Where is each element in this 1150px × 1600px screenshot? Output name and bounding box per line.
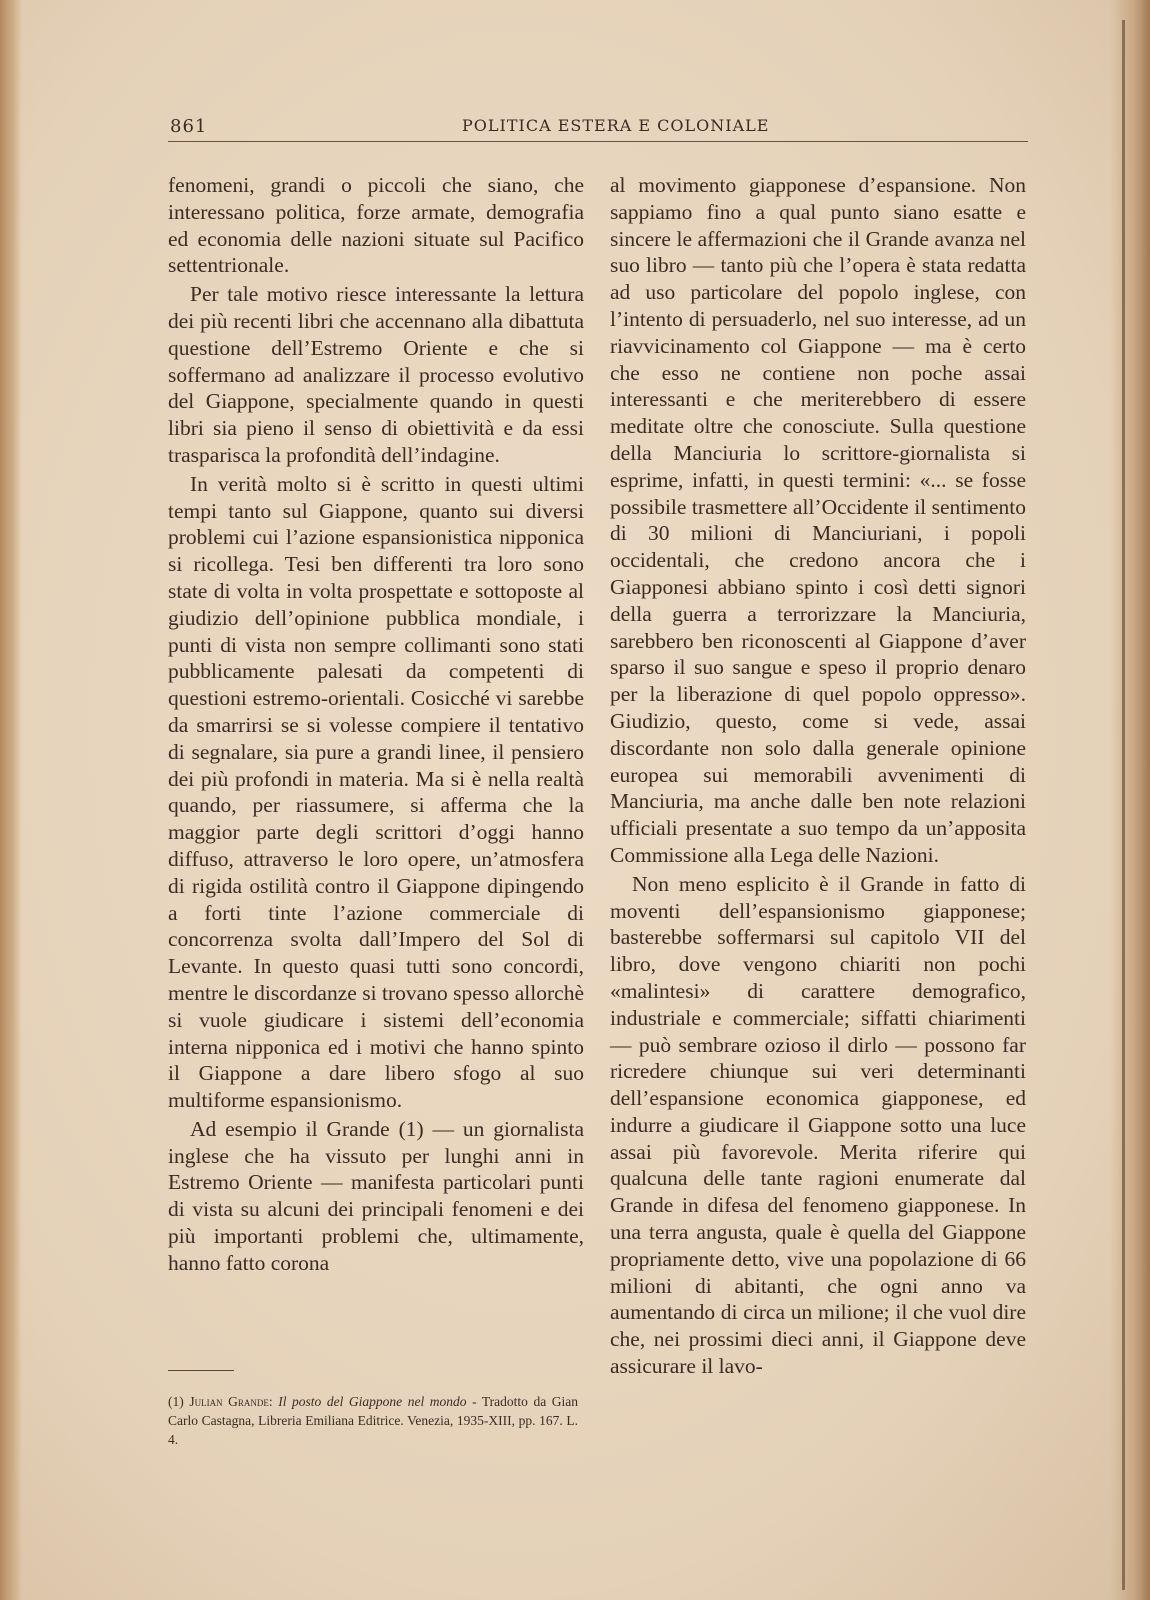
running-head: POLITICA ESTERA E COLONIALE	[462, 116, 770, 135]
right-column	[610, 172, 1026, 1382]
page-number: 861	[170, 116, 208, 137]
left-column	[168, 172, 584, 1279]
footnote-rule	[168, 1370, 234, 1371]
page-outer-edge	[1110, 0, 1150, 1600]
paragraph: In verità molto si è scritto in questi ultimi tempi tanto sul Giappone, quanto sui diversi problemi cui l’azione espansionistica nipponica si ricollega. Tesi ben differenti tra loro sono state di volta in volta prospettate e sottoposte al giudizio dell’opinione pubblica mondiale, i punti di vista non sempre collimanti sono stati pubblicamente palesati da competenti di questioni estremo-orientali. Cosicché vi sarebbe da smarrirsi se si volesse compiere il tentativo di segnalare, sia pure a grandi linee, il pensiero dei più profondi in materia. Ma si è nella realtà quando, per riassumere, si afferma che la maggior parte degli scrittori d’oggi hanno diffuso, attraverso le loro opere, un’atmosfera di rigida ostilità contro il Giappone dipingendo a forti tinte l’azione commerciale di concorrenza svolta dall’Impero del Sol di Levante. In questo quasi tutti sono concordi, mentre le discordanze si trovano spesso allorchè si vuole giudicare i sistemi dell’economia interna nipponica ed i motivi che hanno spinto il Giappone a dare libero sfogo al suo multiforme espansionismo.	[168, 471, 584, 1113]
paragraph: al movimento giapponese d’espansione. Non sappiamo fino a qual punto siano esatte e sincere le affermazioni che il Grande avanza nel suo libro — tanto più che l’opera è stata redatta ad uso particolare del popolo inglese, con l’intento di persuaderlo, nel suo interesse, ad un riavvicinamento col Giappone — ma è certo che esso ne contiene non poche assai interessanti e che meriterebbero di essere meditate oltre che conosciute. Sulla questione della Manciuria lo scrittore-giornalista si esprime, infatti, in questi termini: «... se fosse possibile trasmettere all’Occidente il sentimento di 30 milioni di Manciuriani, i popoli occidentali, che credono ancora che i Giapponesi abbiano spinto i così detti signori della guerra a terrorizzare la Manciuria, sarebbero ben riconoscenti al Giappone d’aver sparso il suo sangue e speso il proprio denaro per la liberazione di quel popolo oppresso». Giudizio, questo, come si vede, assai discordante non solo dalla generale opinione europea sui memorabili avvenimenti di Manciuria, ma anche dalle ben note relazioni ufficiali presentate a suo tempo da un’apposita Commissione alla Lega delle Nazioni.	[610, 173, 1026, 867]
footnote-title: Il posto del Giappone nel mondo	[278, 1394, 467, 1409]
footnote-details: - Tradotto da Gian Carlo Castagna, Libreria Emiliana Editrice. Venezia, 1935-XIII, pp. 167. L. 4.	[168, 1394, 579, 1447]
paragraph: fenomeni, grandi o piccoli che siano, che interessano politica, forze armate, demografia ed economia delle nazioni situate sul Pacifico settentrionale.	[168, 173, 584, 278]
header-rule	[168, 141, 1028, 142]
paragraph: Ad esempio il Grande (1) — un giornalista inglese che ha vissuto per lunghi anni in Estremo Oriente — manifesta particolari punti di vista su alcuni dei principali fenomeni e dei più importanti problemi che, ultimamente, hanno fatto corona	[168, 1116, 584, 1275]
page-edge-line	[1122, 20, 1125, 1590]
footnote-marker: (1)	[168, 1394, 184, 1409]
paragraph: Non meno esplicito è il Grande in fatto di moventi dell’espansionismo giapponese; basterebbe soffermarsi sul capitolo VII del libro, dove vengono chiariti non pochi «malintesi» di carattere demografico, industriale e commerciale; siffatti chiarimenti — può sembrare ozioso il dirlo — possono far ricredere chiunque sui veri determinanti dell’espansione economica giapponese, ed indurre a giudicare il Giappone sotto una luce assai più favorevole. Merita riferire qui qualcuna delle tante ragioni enumerate dal Grande in difesa del fenomeno giapponese. In una terra angusta, quale è quella del Giappone propriamente detto, vive una popolazione di 66 milioni di abitanti, che ogni anno va aumentando di circa un milione; il che vuol dire che, nei prossimi dieci anni, il Giappone deve assicurare il lavo-	[610, 871, 1026, 1379]
page-binding-edge	[0, 0, 22, 1600]
paragraph: Per tale motivo riesce interessante la lettura dei più recenti libri che accennano alla dibattuta questione dell’Estremo Oriente e che si soffermano ad analizzare il processo evolutivo del Giappone, specialmente quando in questi libri sia pieno il senso di obiettività e da essi traspariscа la profondità dell’indagine.	[168, 282, 584, 467]
footnote-author: Julian Grande:	[189, 1394, 273, 1409]
footnote	[168, 1392, 578, 1449]
